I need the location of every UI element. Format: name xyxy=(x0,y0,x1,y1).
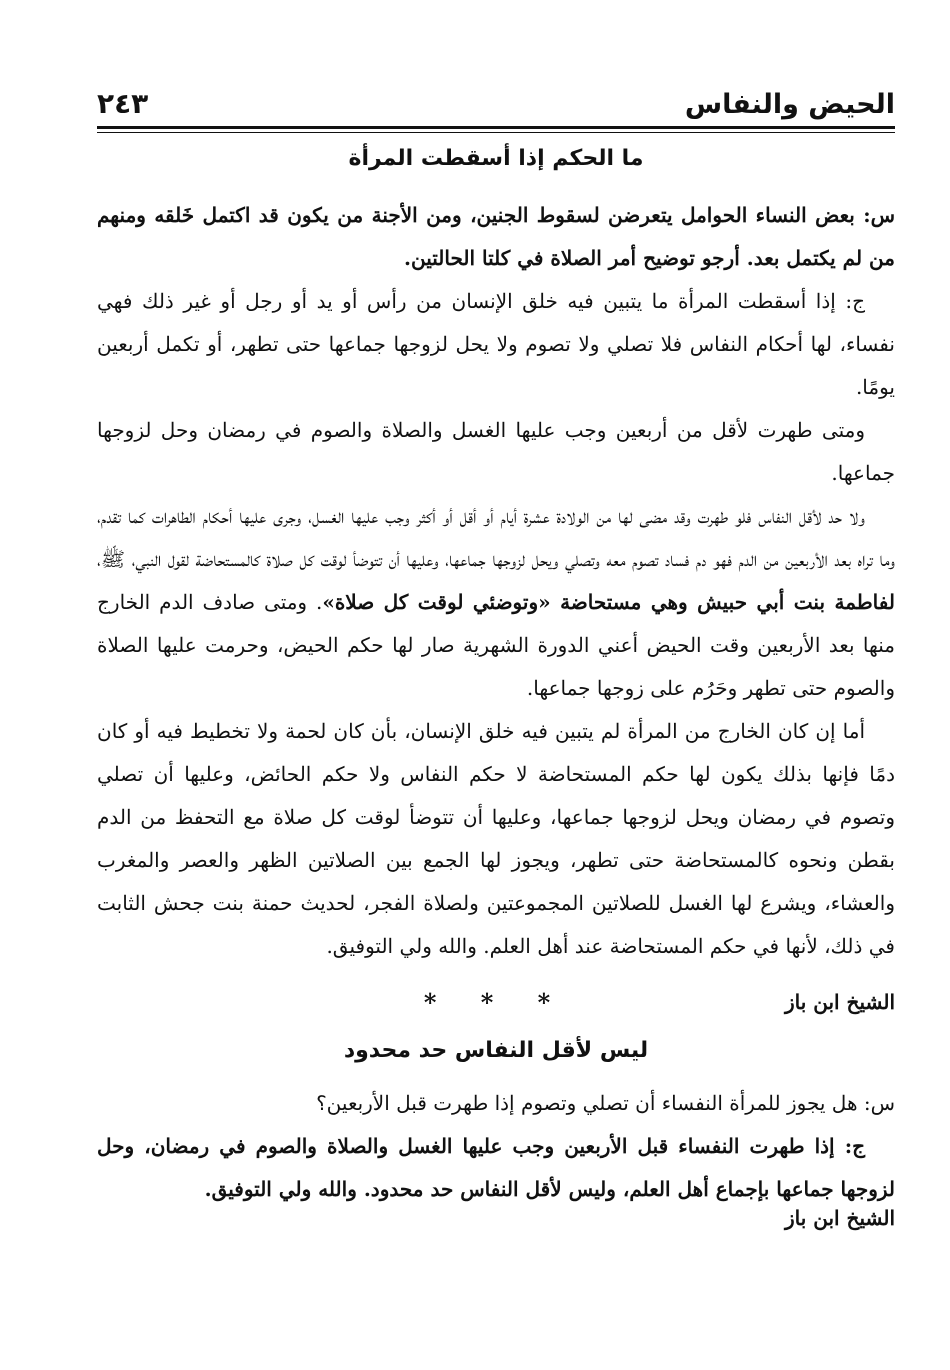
signature-row xyxy=(97,982,895,1022)
section1-body xyxy=(97,194,895,968)
section-title-miscarriage: ما الحكم إذا أسقطت المرأة xyxy=(348,146,644,171)
answer-paragraph: ومتى طهرت لأقل من أربعين وجب عليها الغسل والصلاة والصوم في رمضان وحل لزوجها جماعها. xyxy=(97,418,895,485)
answer-text: ولا حد لأقل النفاس فلو طهرت وقد مضى لها من الولادة عشرة أيام أو أقل أو أكثر وجب عليها الغسل، وجرى عليها أحكام الطاهرات كما تقدم، وما تراه بعد الأربعين من الدم فهو دم فساد تصوم معه وتصلي ويحل لزوجها جماعها، وعليها أن تتوضأ لوقت كل صلاة كالمستحاضة لقول النبي، ﷺ، xyxy=(97,504,895,571)
question-text: س: هل يجوز للمرأة النفساء أن تصلي وتصوم إذا طهرت قبل الأربعين؟ xyxy=(316,1091,895,1115)
answer-paragraph xyxy=(97,495,895,710)
signature: الشيخ ابن باز xyxy=(784,990,895,1014)
answer-paragraph: أما إن كان الخارج من المرأة لم يتبين فيه خلق الإنسان، بأن كان لحمة ولا تخطيط فيه أو كان دمًا فإنها بذلك يكون لها حكم المستحاضة لا حكم النفاس ولا حكم الحائض، وعليها أن تصلي وتصوم في رمضان ويحل لزوجها جماعها، وعليها أن تتوضأ لوقت كل صلاة مع التحفظ من الدم بقطن ونحوه كالمستحاضة حتى تطهر، ويجوز لها الجمع بين الصلاتين الظهر والعصر والمغرب والعشاء، ويشرع لها الغسل للصلاتين المجموعتين ولصلاة الفجر، لحديث حمنة بنت جحش الثابت في ذلك، لأنها في حكم المستحاضة عند أهل العلم. والله ولي التوفيق. xyxy=(97,719,896,958)
section-separator: * * * xyxy=(423,987,569,1017)
signature: الشيخ ابن باز xyxy=(784,1206,895,1230)
page-header xyxy=(97,80,895,120)
section2-body xyxy=(97,1082,895,1211)
header-rule xyxy=(97,126,895,133)
section-title-postpartum: ليس لأقل النفاس حد محدود xyxy=(343,1038,649,1063)
answer-text: . ومتى صادف الدم الخارج منها بعد الأربعين وقت الحيض أعني الدورة الشهرية صار لها حكم الحيض، وحرمت عليها الصلاة والصوم حتى تطهر وحَرُم على زوجها جماعها. xyxy=(97,590,895,700)
answer-paragraph: ج: إذا أسقطت المرأة ما يتبين فيه خلق الإنسان من رأس أو يد أو رجل أو غير ذلك فهي نفساء، لها أحكام النفاس فلا تصلي ولا تصوم ولا يحل لزوجها جماعها حتى تطهر، أو تكمل أربعين يومًا. xyxy=(97,289,895,399)
hadith-quote: لفاطمة بنت أبي حبيش وهي مستحاضة «وتوضئي لوقت كل صلاة» xyxy=(322,590,895,614)
answer-paragraph: ج: إذا طهرت النفساء قبل الأربعين وجب عليها الغسل والصلاة والصوم في رمضان، وحل لزوجها جماعها بإجماع أهل العلم، وليس لأقل النفاس حد محدود. والله ولي التوفيق. xyxy=(97,1134,895,1201)
running-title: الحيض والنفاس xyxy=(684,89,895,120)
question-text: س: بعض النساء الحوامل يتعرضن لسقوط الجنين، ومن الأجنة من يكون قد اكتمل خَلقه ومنهم من لم يكتمل بعد. أرجو توضيح أمر الصلاة في كلتا الحالتين. xyxy=(97,203,895,270)
page-number: ٢٤٣ xyxy=(97,87,149,120)
